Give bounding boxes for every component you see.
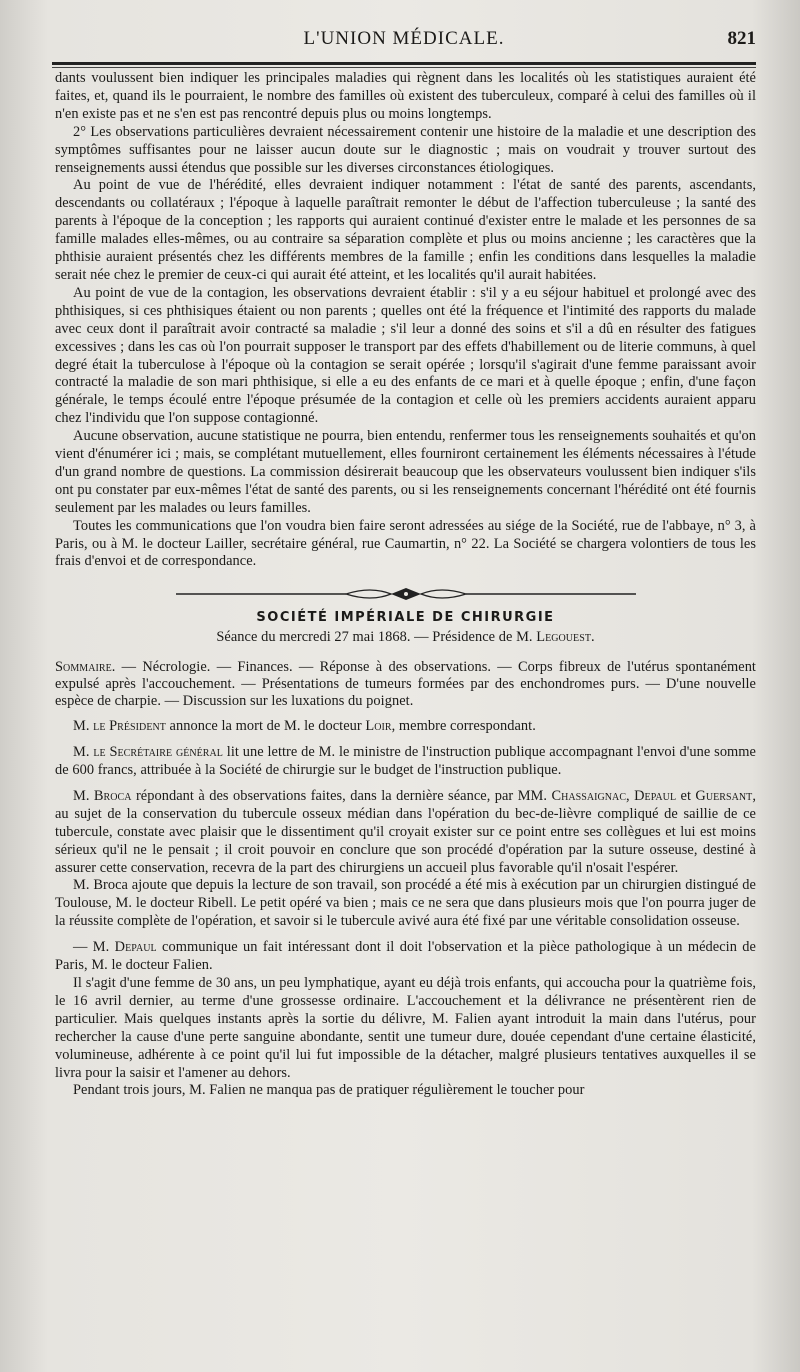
minutes-paragraph: Il s'agit d'une femme de 30 ans, un peu lymphatique, ayant eu déjà trois enfants, qui accoucha pour la quatrième fois, le 16 avril dernier, au terme d'une grossesse ordinaire. L'accouchement et la délivrance ne présentèrent rien de particulier. Mais quelques instants après la sortie du délivre, M. Falien ayant introduit la main dans l'utérus, pour rechercher la cause d'une perte sanguine abondante, sentit une tumeur dure, douée cependant d'une certaine élasticité, volumineuse, adhérente à ce point qu'il lui fut impossible de la détacher, malgré plusieurs tentatives auxquelles il se livra pour la saisir et l'amener au dehors. — [55, 974, 756, 1081]
summary-label: Sommaire. — [55, 659, 116, 676]
spacer — [55, 780, 756, 788]
text-run: Depaul — [114, 939, 157, 956]
session-line — [55, 629, 756, 647]
text-run: lit une lettre de M. le ministre de l'instruction publique accompagnant l'envoi d'une somme de 600 francs, attribuée à la Société de chirurgie sur le budget de l'instruction publique. — [55, 744, 756, 778]
text-run: Broca — [93, 787, 132, 804]
text-run: communique un fait intéressant dont il doit l'observation et la pièce pathologique à un médecin de Paris, M. le docteur Falien. — [55, 939, 756, 974]
paragraph: Au point de vue de l'hérédité, elles devraient indiquer notamment : l'état de santé des parents, ascendants, descendants ou collatéraux ; l'époque à laquelle paraîtrait remonter le début de l'affection tuberculeuse ; la santé des parents à l'époque de la conception ; les rapports qui auraient continué d'exister entre le malade et les personnes de sa famille malades elles-mêmes, ou au contraire sa séparation complète et plus ou moins ancienne ; les caractères que la phthisie auraient présentés chez les différents membres de la famille ; enfin les conditions dans lesquelles la maladie serait née chez le premier de ceux-ci qui aurait été atteint, et les localités qu'il aurait habitées. — [55, 177, 756, 283]
text-run: le Président — [93, 718, 166, 735]
minutes-paragraph — [55, 718, 756, 736]
president-name: Legouest. — [536, 629, 595, 646]
article-body — [55, 70, 756, 1100]
summary-text: — Nécrologie. — Finances. — Réponse à des observations. — Corps fibreux de l'utérus spontanément expulsé après l'accouchement. — Présentations de tumeurs formées par des enchondromes purs. — D'une nouvelle espèce de charpie. — Discussion sur les luxations du poignet. — [55, 659, 756, 710]
text-run: M. — [73, 787, 94, 804]
paragraph: Aucune observation, aucune statistique ne pourra, bien entendu, renfermer tous les renseignements souhaités et qu'on vient d'énumérer ici ; mais, se complétant mutuellement, elles fourniront certainement les éléments nécessaires à l'étude d'un grand nombre de questions. La commission désirerait beaucoup que les observateurs voulussent bien indiquer s'ils ont pu constater par eux-mêmes l'état de santé des parents, ou si les renseignements concernant l'hérédité ont été fournis seulement par les malades ou leurs familles. — [55, 428, 756, 516]
paragraph: Toutes les communications que l'on voudra bien faire seront adressées au siége de la Société, rue de l'abbaye, n° 3, à Paris, ou à M. le docteur Lailler, secrétaire général, rue Caumartin, n° 22. La Société se chargera volontiers de tous les frais d'envoi et de correspondance. — [55, 517, 756, 570]
text-run: Depaul — [634, 787, 677, 804]
text-run: M. — [73, 718, 94, 735]
header-rule — [52, 62, 756, 68]
text-run: et — [676, 787, 696, 804]
text-run: répondant à des observations faites, dans la dernière séance, par MM. — [131, 787, 552, 804]
minutes-paragraph — [55, 939, 756, 975]
text-run: Chassaignac — [551, 787, 627, 804]
spacer — [55, 931, 756, 939]
text-run: annonce la mort de M. le docteur — [165, 718, 366, 735]
text-run: , membre correspondant. — [391, 718, 536, 735]
text-run: Loir — [365, 718, 392, 735]
minutes-paragraph — [55, 788, 756, 878]
summary — [55, 659, 756, 710]
page-header — [52, 28, 756, 58]
ornamental-divider — [176, 585, 636, 603]
paragraph: Au point de vue de la contagion, les observations devraient établir : s'il y a eu séjour habituel et prolongé avec des phthisiques, si ces phthisiques étaient ou non parents ; quelles ont été la fréquence et l'intimité des rapports du malade avec ceux dont il paraîtrait avoir contracté sa maladie ; s'il leur a donné des soins et s'il a dû en résulter des fatigues excessives ; dans les cas où l'on pourrait supposer le transport par des effets d'habillement ou de literie communs, à quel degré était la tuberculose à l'époque où la contagion se serait opérée ; lorsqu'il s'agirait d'une femme paraissant avoir contracté la maladie de son mari phthisique, si elle a eu des enfants de ce mari et à quelle époque ; enfin, d'une façon générale, le temps écoulé entre l'époque présumée de la contagion et celle où les premiers accidents auraient apparu chez l'individu que l'on suppose contagionné. — [55, 284, 756, 427]
paragraph: dants voulussent bien indiquer les principales maladies qui règnent dans les localités où les statistiques auraient été faites, et, quand ils le pourraient, le nombre des familles où existent des tuberculeux, comparé à celui des familles où il n'en existe pas et ne s'en est pas rencontré depuis plus ou moins longtemps. — [55, 70, 756, 122]
minutes-paragraph: M. Broca ajoute que depuis la lecture de son travail, son procédé a été mis à exécution par un chirurgien distingué de Toulouse, M. le docteur Ribell. Le petit opéré va bien ; mais ce ne sera que dans plusieurs mois que l'on pourra juger de la réussite complète de l'opération, et savoir si le tubercule avivé aura été fixé par une véritable consolidation osseuse. — [55, 877, 756, 930]
minutes-paragraph — [55, 744, 756, 780]
text-run: , au sujet de la conservation du tubercule osseux médian dans l'opération du bec-de-lièvre compliqué de saillie de ce tubercule, constate avec plaisir que le dissentiment qu'il croyait exister sur ce point entre ses collègues et lui est moins sérieux qu'il ne le pensait ; il croit pouvoir en conclure que son procédé d'opération par la suture osseuse, destiné à assurer cette conservation, recevra de la part des chirurgiens un accueil plus favorable qu'il n'osait l'espérer. — [55, 787, 756, 876]
page-number: 821 — [727, 28, 756, 49]
text-run: — M. — [73, 939, 115, 956]
text-run: , — [626, 787, 635, 804]
text-run: Guersant — [695, 787, 753, 804]
paragraph: 2° Les observations particulières devraient nécessairement contenir une histoire de la maladie et une description des symptômes suffisantes pour ne laisser aucun doute sur le diagnostic ; mais on voudrait y trouver surtout des renseignements aussi étendus que possible sur les diverses circonstances étiologiques. — [55, 123, 756, 176]
minutes-paragraph: Pendant trois jours, M. Falien ne manqua pas de pratiquer régulièrement le toucher pour — [73, 1082, 585, 1099]
text-run: M. — [73, 744, 94, 761]
text-run: le Secrétaire général — [93, 744, 223, 761]
spacer — [55, 736, 756, 744]
running-title: L'UNION MÉDICALE. — [303, 28, 505, 49]
session-text: Séance du mercredi 27 mai 1868. — Présidence de M. — [216, 629, 537, 646]
section-title: SOCIÉTÉ IMPÉRIALE DE CHIRURGIE — [256, 610, 555, 626]
